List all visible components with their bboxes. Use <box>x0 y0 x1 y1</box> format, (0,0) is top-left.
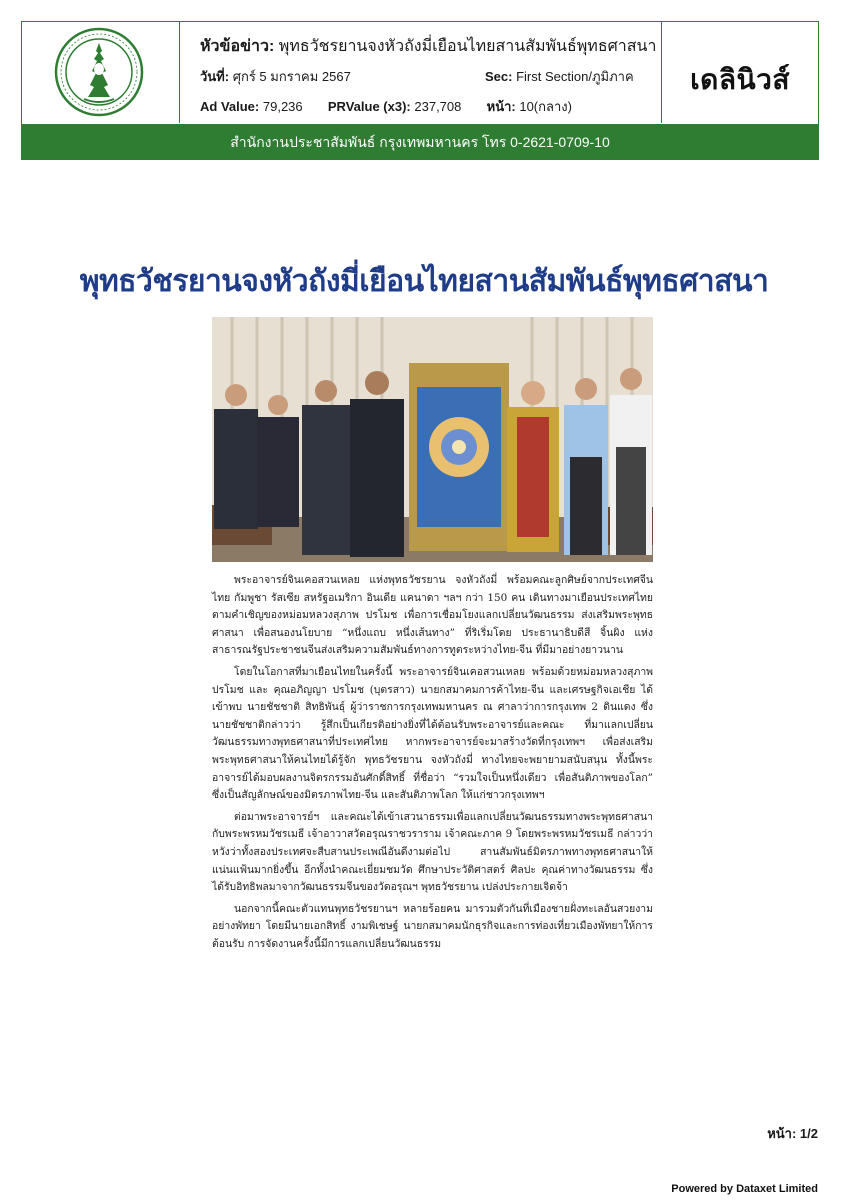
value-row <box>200 96 572 117</box>
clipping-title: พุทธวัชรยานจงหัวถังมี่เยือนไทยสานสัมพันธ์พุทธศาสนา <box>278 38 657 55</box>
page-value: 10(กลาง) <box>519 99 572 114</box>
article-paragraph: ต่อมาพระอาจารย์ฯ และคณะได้เข้าเสวนาธรรมเพื่อแลกเปลี่ยนวัฒนธรรมทางพระพุทธศาสนากับพระพรหมวัชรเมธี เจ้าอาวาสวัดอรุณราชวราราม เจ้าคณะภาค 9 โดยพระพรหมวัชรเมธี กล่าวว่า หวังว่าทั้งสองประเทศจะสืบสานประเพณีอันดีงามต่อไป สานสัมพันธ์มิตรภาพทางพุทธศาสนาให้แน่นแฟ้นมากยิ่งขึ้น อีกทั้งนำคณะเยี่ยมชมวัด ศึกษาประวัติศาสตร์ ศิลปะ คุณค่าทางวัฒนธรรม ซึ่งได้รับอิทธิพลมาจากวัฒนธรรมจีนของวัดอรุณฯ พุทธวัชรยาน เปล่งประกายเจิดจ้า <box>212 810 653 894</box>
pr-value: 237,708 <box>414 99 462 114</box>
group-photo-image <box>212 317 653 562</box>
brand-cell <box>661 22 818 123</box>
title-row <box>200 34 670 59</box>
pr-value-label: PRValue (x3): <box>327 99 411 114</box>
page-count <box>767 1123 818 1144</box>
section-row <box>485 66 634 87</box>
ad-value: 79,236 <box>262 99 303 114</box>
article-body <box>212 572 653 957</box>
article-headline: พุทธวัชรยานจงหัวถังมี่เยือนไทยสานสัมพันธ์พุทธศาสนา <box>79 265 769 298</box>
date-value: ศุกร์ 5 มกราคม 2567 <box>232 69 351 84</box>
section-label: Sec: <box>485 69 513 84</box>
page-count-value: 1/2 <box>799 1126 818 1141</box>
article-paragraph: โดยในโอกาสที่มาเยือนไทยในครั้งนี้ พระอาจารย์จินเคอสวนเหลย พร้อมด้วยหม่อมหลวงสุภาพ ปรโมช และ คุณอภิญญา ปรโมช (บุตรสาว) นายกสมาคมการค้าไทย-จีน และเศรษฐกิจเอเชีย ได้เข้าพบ นายชัชชาติ สิทธิพันธุ์ ผู้ว่าราชการกรุงเทพมหานคร ณ ศาลาว่าการกรุงเทพ 2 ดินแดง ซึ่งนายชัชชาติกล่าวว่า รู้สึกเป็นเกียรติอย่างยิ่งที่ได้ต้อนรับพระอาจารย์และคณะ ที่มาแลกเปลี่ยนวัฒนธรรมทางพุทธศาสนาที่ประเทศไทย หากพระอาจารย์จะมาสร้างวัดที่กรุงเทพฯ เพื่อส่งเสริมพระพุทธศาสนาให้คนไทยได้รู้จัก พุทธวัชรยาน จงหัวถังมี่ ทางไทยจะพยายามสนับสนุน ทั้งนี้พระอาจารย์ได้มอบผลงานจิตรกรรมอันศักดิ์สิทธิ์ ที่ชื่อว่า “รวมใจเป็นหนึ่งเดียว เพื่อสันติภาพของโลก” ซึ่งเป็นสัญลักษณ์ของมิตรภาพไทย-จีน และสันติภาพโลก ให้แก่ชาวกรุงเทพฯ <box>212 665 653 802</box>
page-label: หน้า: <box>486 99 516 114</box>
newspaper-brand: เดลินิวส์ <box>690 64 790 95</box>
title-label: หัวข้อข่าว: <box>200 38 275 55</box>
date-label: วันที่: <box>200 69 230 84</box>
article-paragraph: นอกจากนี้คณะตัวแทนพุทธวัชรยานฯ หลายร้อยคน มารวมตัวกันที่เมืองชายฝั่งทะเลอันสวยงามอย่างพัทยา โดยมีนายเอกสิทธิ์ งามพิเชษฐ์ นายกสมาคมนักธุรกิจและการท่องเที่ยวเมืองพัทยาให้การต้อนรับ การจัดงานครั้งนี้มีการแลกเปลี่ยนวัฒนธรรม <box>212 902 653 950</box>
clipping-info <box>180 22 662 123</box>
powered-by: Powered by Dataxet Limited <box>671 1183 818 1195</box>
date-row <box>200 66 351 87</box>
ad-value-label: Ad Value: <box>200 99 260 114</box>
article-photo <box>212 317 653 562</box>
section-value: First Section/ภูมิภาค <box>516 69 634 84</box>
office-bar: สำนักงานประชาสัมพันธ์ กรุงเทพมหานคร โทร 0-2621-0709-10 <box>21 125 819 160</box>
clipping-header <box>21 21 819 125</box>
bma-seal-icon <box>54 27 144 117</box>
logo-cell <box>22 22 180 123</box>
page-count-label: หน้า: <box>767 1126 797 1141</box>
article-paragraph: พระอาจารย์จินเคอสวนเหลย แห่งพุทธวัชรยาน จงหัวถังมี่ พร้อมคณะลูกศิษย์จากประเทศจีน ไทย กัมพูชา รัสเซีย สหรัฐอเมริกา อินเดีย แคนาดา ฯลฯ กว่า 150 คน เดินทางมาเยือนประเทศไทย ตามคำเชิญของหม่อมหลวงสุภาพ ปรโมช เพื่อการเชื่อมโยงแลกเปลี่ยนวัฒนธรรม ส่งเสริมพระพุทธศาสนา เพื่อสนองนโยบาย “หนึ่งแถบ หนึ่งเส้นทาง” ที่ริเริ่มโดย ประธานาธิบดีสี จิ้นผิง แห่งสาธารณรัฐประชาชนจีนส่งเสริมความสัมพันธ์ทางการทูตระหว่างไทย-จีน ที่มีมาอย่างยาวนาน <box>212 574 653 657</box>
